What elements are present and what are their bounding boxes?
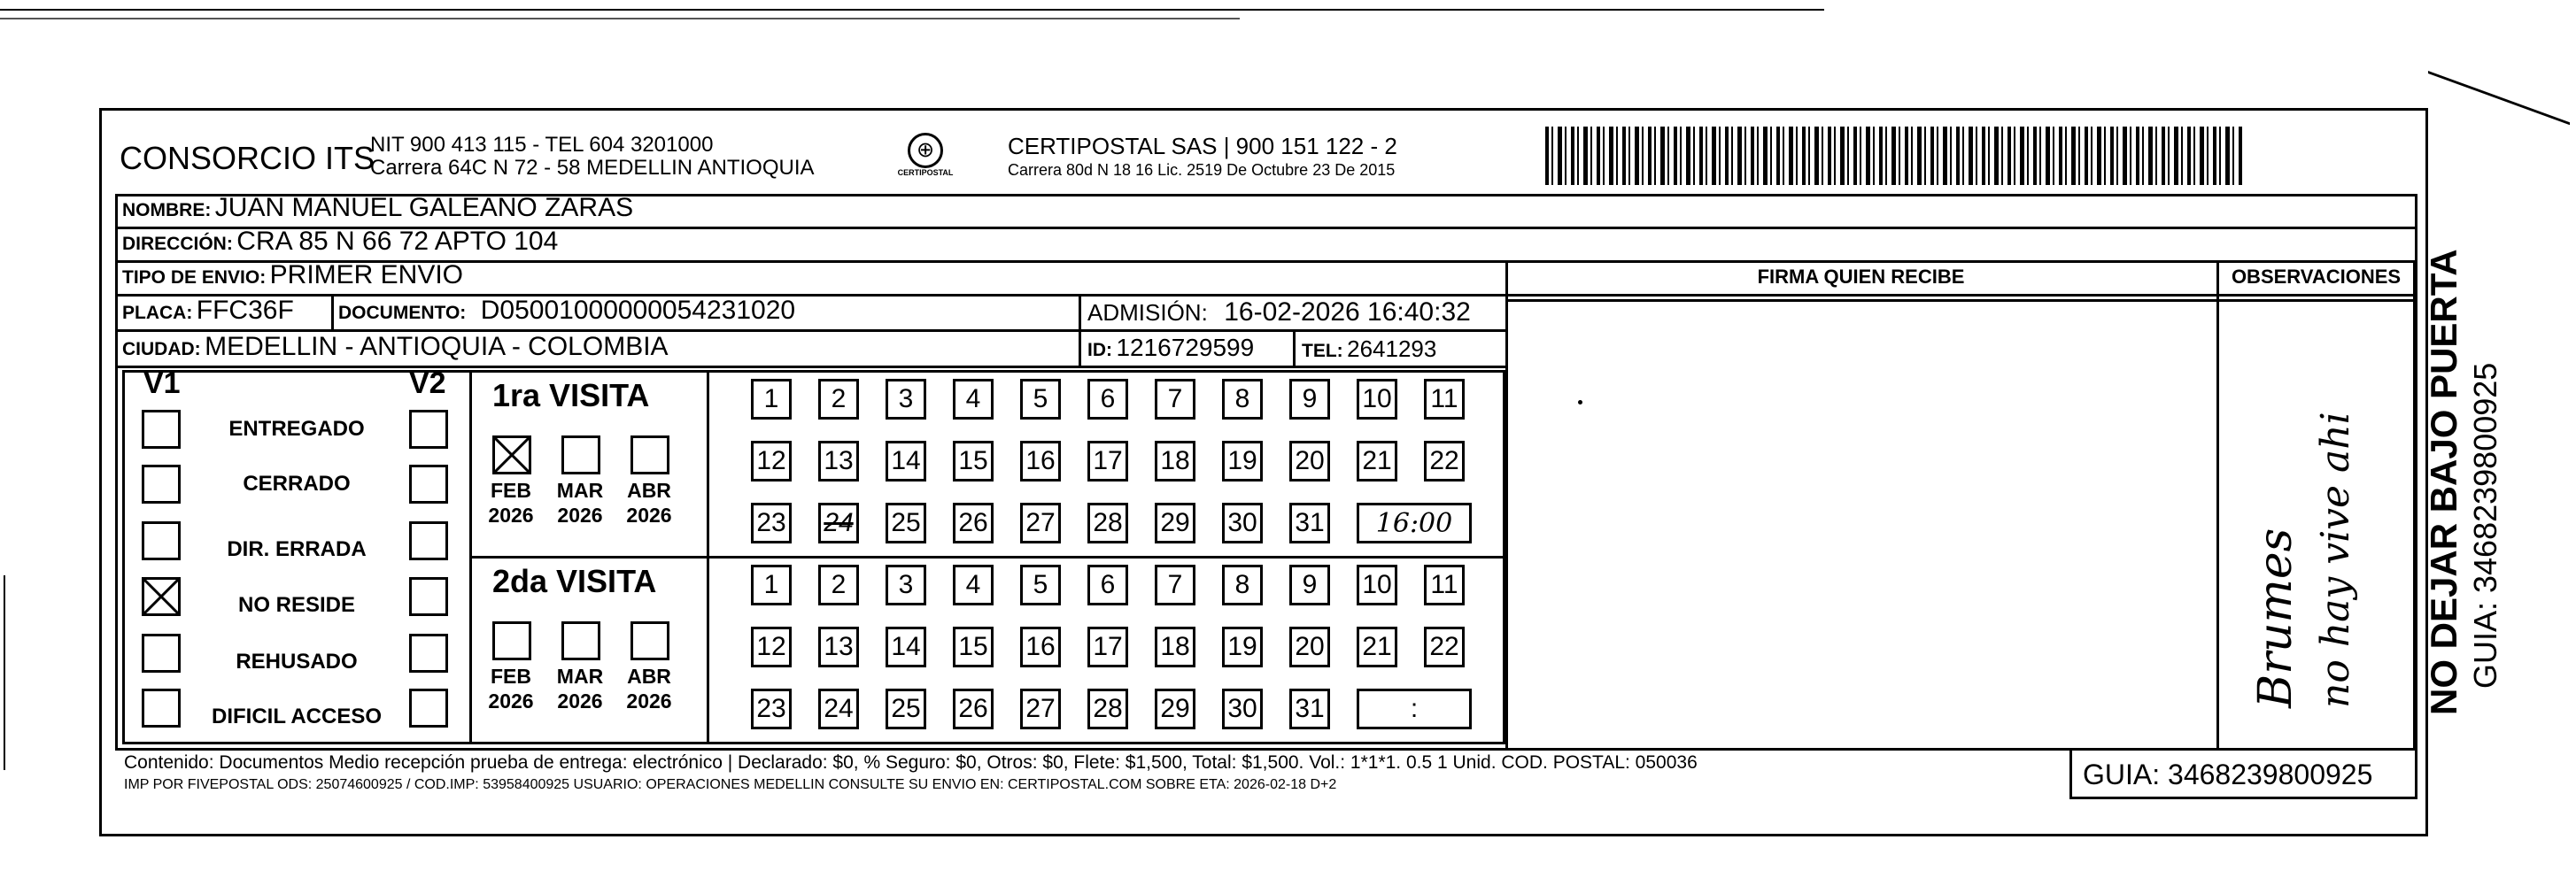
v1-checkbox[interactable] <box>142 634 181 673</box>
month-checkbox[interactable] <box>561 435 600 474</box>
month-checkbox[interactable] <box>630 435 669 474</box>
direccion-row <box>122 227 558 257</box>
day-box[interactable]: 13 <box>818 441 859 482</box>
month-name: ABR <box>627 479 671 502</box>
month-year: 2026 <box>557 504 603 527</box>
footer-line1: Contenido: Documentos Medio recepción prueba de entrega: electrónico | Declarado: $0, % Seguro: $0, Otros: $0, Flete: $1,500, Total: $1,500. Vol.: 1*1*1. 0.5 1 Unid. COD. POSTAL: 050036 <box>124 752 1698 773</box>
v1-checkbox[interactable] <box>142 689 181 728</box>
company-name: CONSORCIO ITS <box>120 140 375 176</box>
v2-checkbox[interactable] <box>409 410 448 449</box>
day-box[interactable]: 18 <box>1155 627 1195 667</box>
day-box[interactable]: 29 <box>1155 689 1195 729</box>
ciudad-row <box>122 332 669 362</box>
day-box[interactable]: 29 <box>1155 503 1195 543</box>
month-label <box>480 664 542 713</box>
day-box[interactable]: 20 <box>1289 441 1330 482</box>
v1-checkbox[interactable] <box>142 521 181 560</box>
observaciones-header: OBSERVACIONES <box>2231 266 2402 288</box>
day-box[interactable]: 7 <box>1155 379 1195 420</box>
month-label <box>549 664 611 713</box>
footer-guia: GUIA: 3468239800925 <box>2083 759 2373 790</box>
day-box[interactable]: 3 <box>886 565 926 605</box>
month-label <box>549 478 611 528</box>
admision-row <box>1087 297 1471 327</box>
day-box[interactable]: 1 <box>751 565 792 605</box>
day-box[interactable]: 7 <box>1155 565 1195 605</box>
day-box[interactable]: 2 <box>818 379 859 420</box>
day-box[interactable]: 8 <box>1222 379 1263 420</box>
handwritten-note: no hay vive ahi <box>2313 412 2358 708</box>
day-box[interactable]: 16 <box>1020 627 1061 667</box>
company-address: Carrera 64C N 72 - 58 MEDELLIN ANTIOQUIA <box>370 156 815 180</box>
ciudad-label: CIUDAD: <box>122 339 201 359</box>
day-box[interactable]: 9 <box>1289 565 1330 605</box>
barcode <box>1545 127 2245 185</box>
day-box[interactable]: 25 <box>886 689 926 729</box>
v2-checkbox[interactable] <box>409 465 448 504</box>
footer-line2: IMP POR FIVEPOSTAL ODS: 25074600925 / COD.IMP: 53958400925 USUARIO: OPERACIONES MEDELLIN CONSULTE SU ENVIO EN: CERTIPOSTAL.COM SOBRE ETA: 2026-02-18 D+2 <box>124 777 1337 792</box>
day-box[interactable]: 21 <box>1357 441 1397 482</box>
day-box[interactable]: 11 <box>1424 379 1465 420</box>
tel-value: 2641293 <box>1347 335 1437 362</box>
day-box[interactable]: 8 <box>1222 565 1263 605</box>
month-label <box>480 478 542 528</box>
nombre-value: JUAN MANUEL GALEANO ZARAS <box>214 193 634 222</box>
documento-value: D05001000000054231020 <box>480 296 796 325</box>
day-box[interactable]: 20 <box>1289 627 1330 667</box>
logo-icon: ⊕ <box>908 133 943 168</box>
day-box[interactable]: 16 <box>1020 441 1061 482</box>
day-box[interactable]: 13 <box>818 627 859 667</box>
day-box[interactable]: 26 <box>953 689 994 729</box>
day-box[interactable]: 6 <box>1087 565 1128 605</box>
day-box[interactable]: 31 <box>1289 503 1330 543</box>
time-box[interactable]: 16:00 <box>1357 503 1472 543</box>
day-box[interactable]: 4 <box>953 379 994 420</box>
day-box[interactable]: 12 <box>751 627 792 667</box>
rule-cols-header <box>1505 299 2417 302</box>
day-box[interactable]: 1 <box>751 379 792 420</box>
v1-checkbox[interactable] <box>142 410 181 449</box>
admision-label: ADMISIÓN: <box>1087 299 1208 326</box>
day-box[interactable]: 9 <box>1289 379 1330 420</box>
tel-label: TEL: <box>1302 341 1343 361</box>
day-box[interactable]: 28 <box>1087 689 1128 729</box>
placa-row <box>122 296 294 326</box>
day-box[interactable]: 21 <box>1357 627 1397 667</box>
month-year: 2026 <box>488 690 534 713</box>
day-box[interactable]: 30 <box>1222 503 1263 543</box>
tipo-row <box>122 260 463 290</box>
day-box[interactable]: 11 <box>1424 565 1465 605</box>
month-label <box>618 478 680 528</box>
visit-title: 1ra VISITA <box>492 377 650 413</box>
day-box[interactable]: 23 <box>751 503 792 543</box>
admision-value: 16-02-2026 16:40:32 <box>1224 297 1471 327</box>
side-guia: GUIA: 3468239800925 <box>2467 362 2503 689</box>
day-box[interactable]: 26 <box>953 503 994 543</box>
documento-row <box>338 296 795 326</box>
id-value: 1216729599 <box>1116 334 1255 361</box>
status-reason-label: NO RESIDE <box>237 593 356 617</box>
time-box[interactable]: : <box>1357 689 1472 729</box>
rule-id-tel <box>1293 329 1296 366</box>
day-box[interactable]: 2 <box>818 565 859 605</box>
scan-edge-top <box>0 9 1824 11</box>
handwritten-name: Brumes <box>2249 528 2302 708</box>
month-year: 2026 <box>626 504 672 527</box>
nombre-label: NOMBRE: <box>122 200 212 220</box>
day-box[interactable]: 19 <box>1222 627 1263 667</box>
id-label: ID: <box>1087 340 1112 360</box>
tel-row <box>1302 335 1436 363</box>
month-year: 2026 <box>557 690 603 713</box>
month-name: FEB <box>491 665 531 688</box>
day-box[interactable]: 24 <box>818 689 859 729</box>
v1-label: V1 <box>143 366 181 400</box>
day-box[interactable]: 31 <box>1289 689 1330 729</box>
rule-obs-right <box>2413 260 2416 748</box>
day-box[interactable]: 27 <box>1020 689 1061 729</box>
day-box[interactable]: 28 <box>1087 503 1128 543</box>
day-box[interactable]: 17 <box>1087 627 1128 667</box>
day-box[interactable]: 23 <box>751 689 792 729</box>
day-box[interactable]: 27 <box>1020 503 1061 543</box>
day-box[interactable]: 18 <box>1155 441 1195 482</box>
day-box[interactable]: 22 <box>1424 627 1465 667</box>
rule-placa-doc <box>331 294 334 329</box>
rule-firma-left <box>1505 260 1508 748</box>
logo-text: CERTIPOSTAL <box>897 168 954 177</box>
placa-label: PLACA: <box>122 303 193 323</box>
carrier-name: CERTIPOSTAL SAS | 900 151 122 - 2 <box>1008 133 1397 159</box>
day-box[interactable]: 10 <box>1357 379 1397 420</box>
month-name: FEB <box>491 479 531 502</box>
nombre-row <box>122 193 633 223</box>
v1-checkbox[interactable] <box>142 465 181 504</box>
day-box[interactable]: 15 <box>953 627 994 667</box>
carrier-license: Carrera 80d N 18 16 Lic. 2519 De Octubre 23 De 2015 <box>1008 161 1396 179</box>
day-box[interactable]: 17 <box>1087 441 1128 482</box>
direccion-label: DIRECCIÓN: <box>122 234 233 254</box>
day-box[interactable]: 6 <box>1087 379 1128 420</box>
day-box[interactable]: 10 <box>1357 565 1397 605</box>
side-notice: NO DEJAR BAJO PUERTA <box>2423 249 2464 715</box>
scan-edge-left <box>4 575 5 770</box>
status-reason-label: DIR. ERRADA <box>227 537 367 561</box>
month-name: ABR <box>627 665 671 688</box>
day-box[interactable]: 14 <box>886 441 926 482</box>
day-box[interactable]: 22 <box>1424 441 1465 482</box>
firma-header: FIRMA QUIEN RECIBE <box>1757 266 1965 288</box>
v2-checkbox[interactable] <box>409 689 448 728</box>
status-reason-label: CERRADO <box>243 472 351 496</box>
day-box[interactable]: 15 <box>953 441 994 482</box>
v2-label: V2 <box>409 366 446 400</box>
direccion-value: CRA 85 N 66 72 APTO 104 <box>236 227 559 256</box>
certipostal-logo <box>886 133 965 177</box>
v2-checkbox[interactable] <box>409 521 448 560</box>
month-year: 2026 <box>488 504 534 527</box>
rule-left <box>115 194 118 748</box>
day-box[interactable]: 12 <box>751 441 792 482</box>
month-label <box>618 664 680 713</box>
day-box[interactable]: 5 <box>1020 379 1061 420</box>
day-box[interactable]: 24 <box>818 503 859 543</box>
month-checkbox[interactable] <box>561 621 600 660</box>
v2-checkbox[interactable] <box>409 577 448 616</box>
placa-value: FFC36F <box>196 296 294 325</box>
documento-label: DOCUMENTO: <box>338 303 467 323</box>
scan-edge-top-2 <box>0 18 1240 19</box>
month-checkbox[interactable] <box>492 435 531 474</box>
rule-doc-adm <box>1079 294 1081 366</box>
day-box[interactable]: 19 <box>1222 441 1263 482</box>
rule-obs-left <box>2216 260 2219 748</box>
company-nit: NIT 900 413 115 - TEL 604 3201000 <box>370 133 714 157</box>
day-box[interactable]: 14 <box>886 627 926 667</box>
day-box[interactable]: 4 <box>953 565 994 605</box>
month-year: 2026 <box>626 690 672 713</box>
id-row <box>1087 334 1254 362</box>
ciudad-value: MEDELLIN - ANTIOQUIA - COLOMBIA <box>205 332 669 361</box>
status-reason-label: ENTREGADO <box>228 417 365 441</box>
month-name: MAR <box>556 665 604 688</box>
visit-title: 2da VISITA <box>492 563 657 599</box>
tipo-label: TIPO DE ENVIO: <box>122 267 267 288</box>
signature-dot <box>1578 400 1582 404</box>
day-box[interactable]: 30 <box>1222 689 1263 729</box>
day-box[interactable]: 25 <box>886 503 926 543</box>
day-box[interactable]: 3 <box>886 379 926 420</box>
month-name: MAR <box>556 479 604 502</box>
rule-5 <box>115 366 1505 368</box>
day-box[interactable]: 5 <box>1020 565 1061 605</box>
tipo-value: PRIMER ENVIO <box>269 260 464 289</box>
month-checkbox[interactable] <box>492 621 531 660</box>
v1-checkbox[interactable] <box>142 577 181 616</box>
month-checkbox[interactable] <box>630 621 669 660</box>
v2-checkbox[interactable] <box>409 634 448 673</box>
status-reason-label: DIFICIL ACCESO <box>211 705 382 728</box>
status-reason-label: REHUSADO <box>236 650 358 674</box>
rule-visit-split <box>469 556 1505 559</box>
